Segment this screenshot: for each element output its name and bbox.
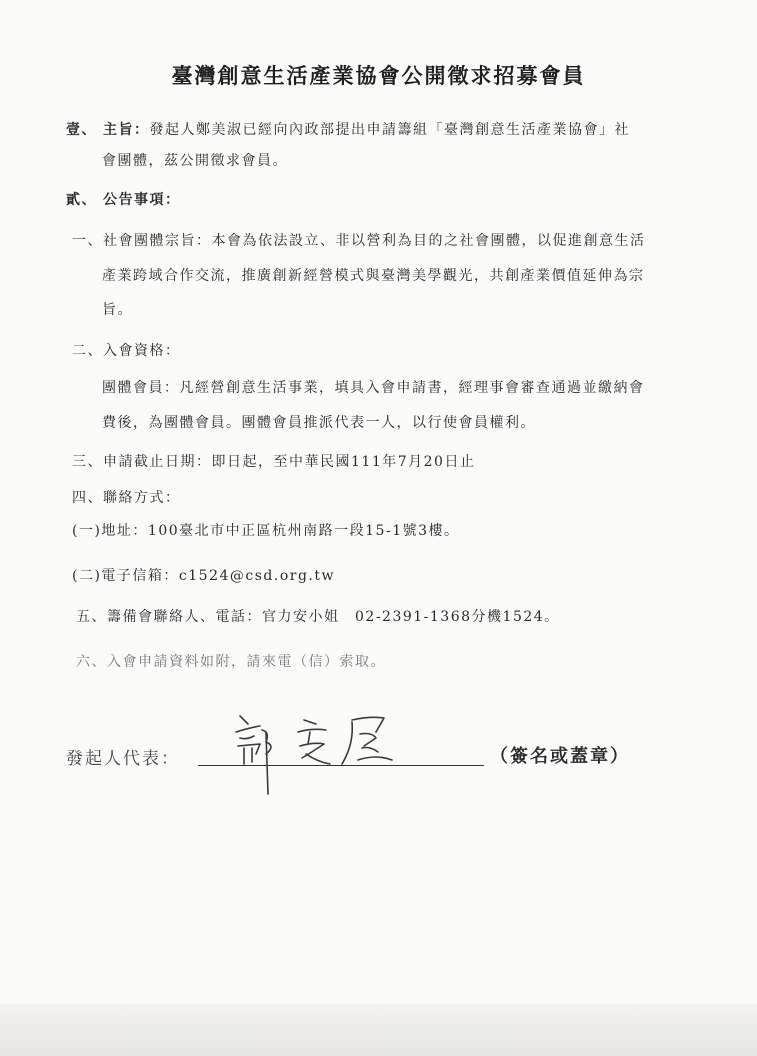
item-4-email: (二)電子信箱：c1524@csd.org.tw: [72, 568, 335, 584]
section-1-number: 壹、: [66, 122, 97, 138]
document-title: 臺灣創意生活產業協會公開徵求招募會員: [171, 63, 586, 88]
item-3-deadline: 三、申請截止日期：即日起，至中華民國111年7月20日止: [72, 454, 476, 470]
section-2-number: 貳、: [66, 192, 97, 208]
page-bottom-edge: [0, 1004, 757, 1056]
section-1-line-1: [66, 119, 630, 139]
item-1-line-2: 產業跨域合作交流，推廣創新經營模式與臺灣美學觀光，共創產業價值延伸為宗: [102, 268, 645, 284]
item-1-line-1: 一、社會團體宗旨：本會為依法設立、非以營利為目的之社會團體，以促進創意生活: [72, 233, 646, 249]
item-2-line-1: 團體會員：凡經營創意生活事業，填具入會申請書，經理事會審查通過並繳納會: [102, 380, 645, 396]
signature-note: （簽名或蓋章）: [490, 746, 630, 767]
item-5-contact: 五、籌備會聯絡人、電話：官力安小姐 02-2391-1368分機1524。: [76, 609, 560, 625]
section-2-heading: [66, 189, 180, 209]
item-4-address: (一)地址：100臺北市中正區杭州南路一段15-1號3樓。: [72, 523, 460, 539]
section-1-text-2: 會團體，茲公開徵求會員。: [102, 153, 288, 169]
item-2-line-2: 費後，為團體會員。團體會員推派代表一人，以行使會員權利。: [102, 415, 536, 431]
item-6-request: 六、入會申請資料如附，請來電（信）索取。: [76, 654, 386, 670]
section-1-text-1: 發起人鄭美淑已經向內政部提出申請籌組「臺灣創意生活產業協會」社: [149, 122, 630, 138]
item-4-heading: 四、聯絡方式：: [72, 490, 181, 506]
handwritten-signature: [226, 702, 416, 802]
item-2-heading: 二、入會資格：: [72, 343, 181, 359]
signature-label: 發起人代表：: [66, 749, 180, 769]
section-1-label: 主旨：: [102, 122, 150, 138]
item-1-line-3: 旨。: [102, 302, 133, 318]
section-2-label: 公告事項：: [102, 192, 181, 208]
